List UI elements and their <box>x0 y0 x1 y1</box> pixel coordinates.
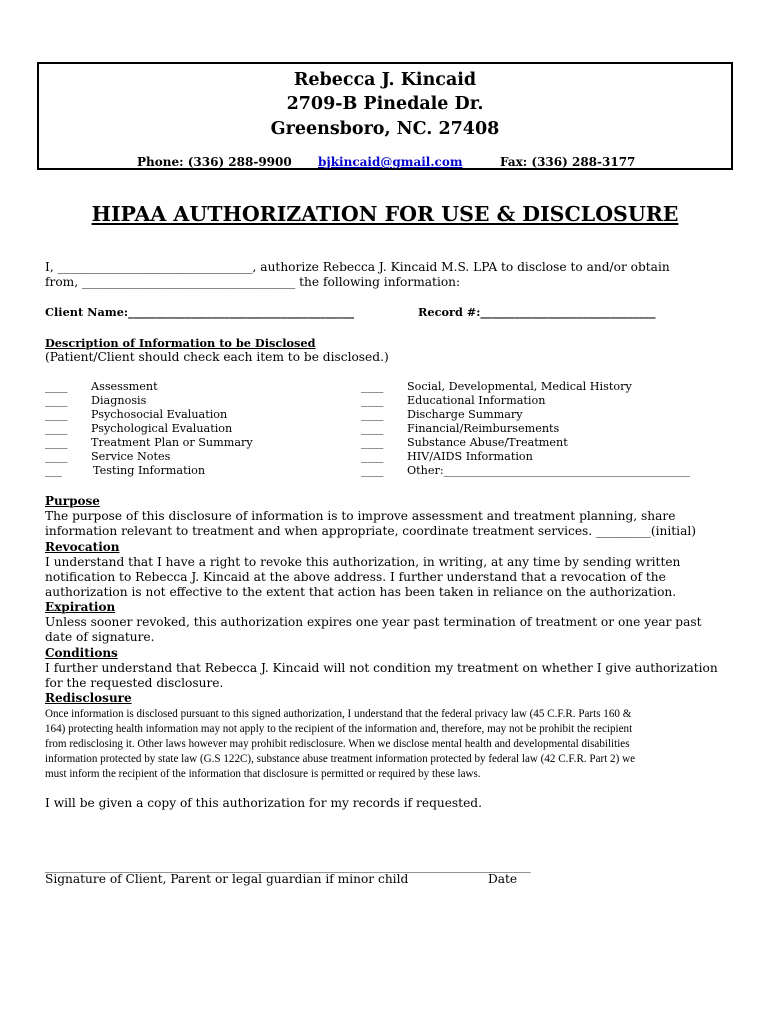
signature-label: Signature of Client, Parent or legal guardian if minor child <box>45 872 409 886</box>
checklist-item-label: Financial/Reimbursements <box>407 422 560 435</box>
expiration-line-1: Unless sooner revoked, this authorization expires one year past termination of treatment or one year past <box>45 615 702 629</box>
checklist-item-label: Testing Information <box>93 464 206 477</box>
checklist-item-label: Psychological Evaluation <box>91 422 233 435</box>
conditions-line-1: I further understand that Rebecca J. Kincaid will not condition my treatment on whether I give authorization <box>45 661 718 675</box>
copy-note: I will be given a copy of this authorization for my records if requested. <box>45 796 482 810</box>
checkbox-blank[interactable]: ____ <box>361 380 384 393</box>
checklist-item-label: Psychosocial Evaluation <box>91 408 228 421</box>
document-title: HIPAA AUTHORIZATION FOR USE & DISCLOSURE <box>91 202 679 226</box>
expiration-heading: Expiration <box>45 600 116 614</box>
checklist-item-label: HIV/AIDS Information <box>407 450 533 463</box>
redisclosure-line-3: from redisclosing it. Other laws however may prohibit redisclosure. When we disclose mental health and developmental disabilities <box>45 738 630 750</box>
checkbox-blank[interactable]: ____ <box>45 450 68 463</box>
description-heading: Description of Information to be Disclosed <box>45 336 316 350</box>
purpose-heading: Purpose <box>45 494 100 508</box>
checkbox-blank[interactable]: ____ <box>45 436 68 449</box>
checkbox-blank[interactable]: ____ <box>361 464 384 477</box>
date-label: Date <box>488 872 518 886</box>
letterhead-box <box>37 62 733 170</box>
checklist-item-label: Diagnosis <box>91 394 147 407</box>
redisclosure-heading: Redisclosure <box>45 691 132 705</box>
checklist-item-label: Assessment <box>91 380 158 393</box>
checklist-item-label: Treatment Plan or Summary <box>91 436 253 449</box>
checkbox-blank[interactable]: ____ <box>361 394 384 407</box>
client-name-field[interactable]: Client Name:________________________________________ <box>45 305 355 319</box>
expiration-line-2: date of signature. <box>45 630 155 644</box>
fax-number: Fax: (336) 288-3177 <box>500 155 636 169</box>
redisclosure-line-2: 164) protecting health information may not apply to the recipient of the information and, therefore, may not be prohibit the recipient <box>45 723 633 735</box>
intro-line-1: I, ________________________________, authorize Rebecca J. Kincaid M.S. LPA to disclose to and/or obtain <box>45 260 670 274</box>
checkbox-blank[interactable]: ____ <box>45 422 68 435</box>
conditions-line-2: for the requested disclosure. <box>45 676 224 690</box>
revocation-line-3: authorization is not effective to the extent that action has been taken in reliance on the authorization. <box>45 585 677 599</box>
checklist-item-label: Educational Information <box>407 394 546 407</box>
revocation-line-2: notification to Rebecca J. Kincaid at the above address. I further understand that a revocation of the <box>45 570 666 584</box>
intro-line-2: from, ___________________________________ the following information: <box>45 275 461 289</box>
revocation-heading: Revocation <box>45 540 120 554</box>
signature-line[interactable]: ______________________________________________________________________________________ <box>45 860 531 873</box>
checkbox-blank[interactable]: ____ <box>45 380 68 393</box>
redisclosure-line-5: must inform the recipient of the information that disclosure is permitted or required by these laws. <box>45 768 481 780</box>
record-number-field[interactable]: Record #:_______________________________ <box>418 305 656 319</box>
checklist-item-label: Social, Developmental, Medical History <box>407 380 632 393</box>
purpose-line-2: information relevant to treatment and when appropriate, coordinate treatment services. _________(initial) <box>45 524 697 538</box>
checklist-item-label: Substance Abuse/Treatment <box>407 436 568 449</box>
checkbox-blank[interactable]: ___ <box>45 464 62 477</box>
email-link[interactable]: bjkincaid@gmail.com <box>318 155 463 169</box>
practitioner-name: Rebecca J. Kincaid <box>293 70 477 90</box>
purpose-line-1: The purpose of this disclosure of information is to improve assessment and treatment planning, share <box>45 509 676 523</box>
checklist-item-label: Other:____________________________________________ <box>407 464 690 477</box>
checkbox-blank[interactable]: ____ <box>361 436 384 449</box>
description-subheading: (Patient/Client should check each item to be disclosed.) <box>45 350 389 364</box>
checkbox-blank[interactable]: ____ <box>45 408 68 421</box>
checkbox-blank[interactable]: ____ <box>361 408 384 421</box>
checkbox-blank[interactable]: ____ <box>361 450 384 463</box>
conditions-heading: Conditions <box>45 646 118 660</box>
checkbox-blank[interactable]: ____ <box>45 394 68 407</box>
revocation-line-1: I understand that I have a right to revoke this authorization, in writing, at any time by sending written <box>45 555 681 569</box>
redisclosure-line-4: information protected by state law (G.S 122C), substance abuse treatment information protected by federal law (42 C.F.R. Part 2) we <box>45 753 635 765</box>
checklist-item-label: Discharge Summary <box>407 408 523 421</box>
city-address: Greensboro, NC. 27408 <box>270 119 500 139</box>
redisclosure-line-1: Once information is disclosed pursuant to this signed authorization, I understand that the federal privacy law (45 C.F.R. Parts 160 & <box>45 708 632 720</box>
email-address[interactable] <box>318 155 463 169</box>
checklist-item-label: Service Notes <box>91 450 171 463</box>
street-address: 2709-B Pinedale Dr. <box>286 94 484 114</box>
checkbox-blank[interactable]: ____ <box>361 422 384 435</box>
phone-number: Phone: (336) 288-9900 <box>137 155 292 169</box>
